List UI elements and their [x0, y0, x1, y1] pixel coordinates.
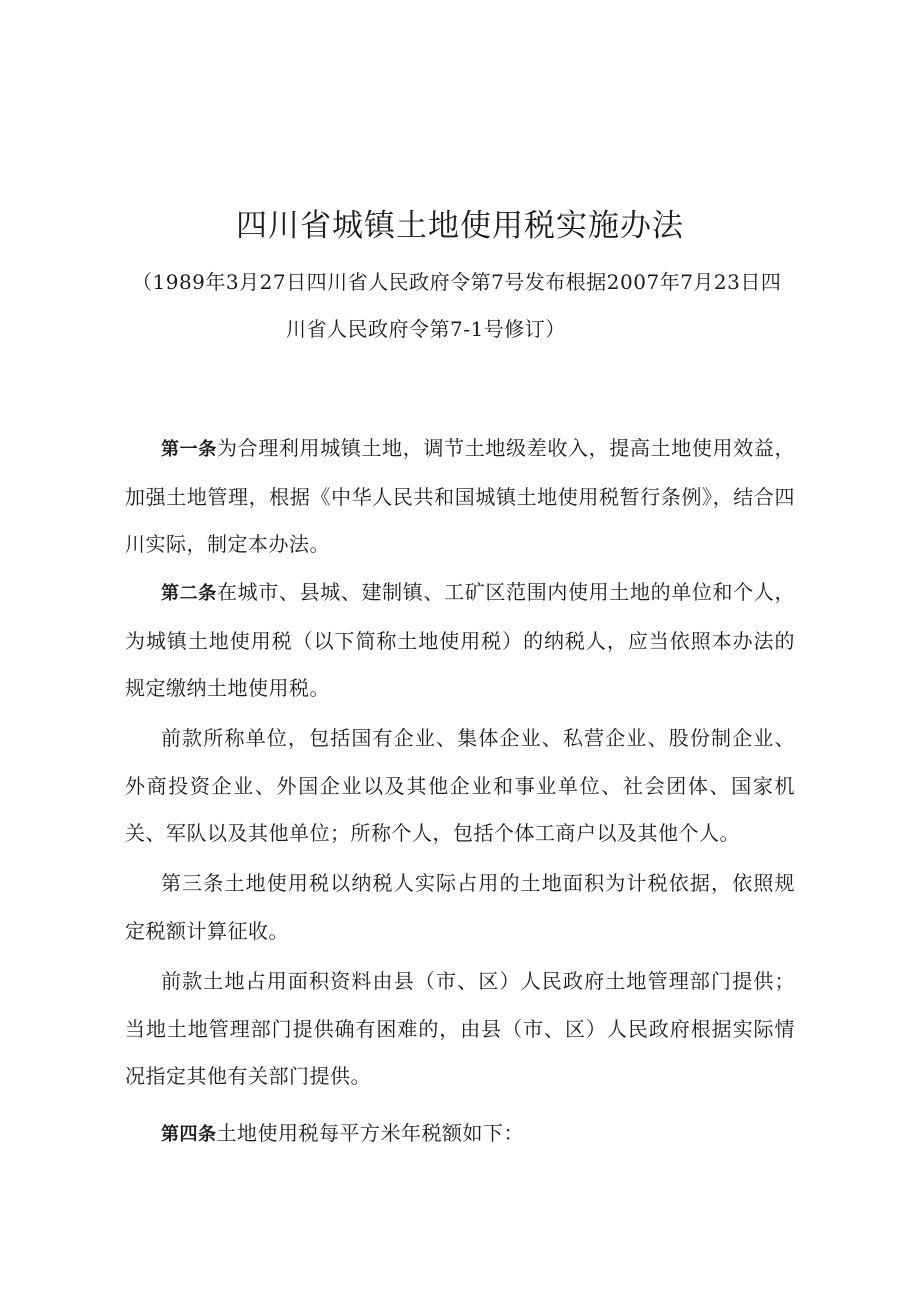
article-4-text: 土地使用税每平方米年税额如下：	[216, 1121, 524, 1145]
article-3-text: 第三条土地使用税以纳税人实际占用的土地面积为计税依据，依照规定税额计算征收。	[125, 871, 795, 943]
article-1-text: 为合理利用城镇土地，调节土地级差收入，提高土地使用效益，加强土地管理，根据《中华人民共和国城镇土地使用税暂行条例》，结合四川实际，制定本办法。	[125, 436, 796, 556]
article-3-clause-paragraph	[125, 958, 795, 1101]
document-subtitle-line-2: 川省人民政府令第7-1号修订）	[286, 317, 566, 341]
article-2-text: 在城市、县城、建制镇、工矿区范围内使用土地的单位和个人，为城镇土地使用税（以下简称土地使用税）的纳税人，应当依照本办法的规定缴纳土地使用税。	[125, 580, 796, 700]
article-2-clause-text: 前款所称单位，包括国有企业、集体企业、私营企业、股份制企业、外商投资企业、外国企业以及其他企业和事业单位、社会团体、国家机关、军队以及其他单位；所称个人，包括个体工商户以及其他个人。	[125, 726, 795, 845]
article-3-paragraph	[125, 860, 795, 955]
article-4-heading: 第四条	[161, 1124, 217, 1145]
article-1-paragraph	[125, 425, 795, 569]
article-2-clause-paragraph	[125, 715, 795, 858]
article-2-paragraph	[125, 569, 795, 713]
article-4-paragraph	[125, 1110, 795, 1159]
document-title: 四川省城镇土地使用税实施办法	[236, 208, 684, 244]
document-subtitle-line-1: （1989年3月27日四川省人民政府令第7号发布根据2007年7月23日四	[132, 270, 782, 294]
article-3-clause-text: 前款土地占用面积资料由县（市、区）人民政府土地管理部门提供；当地土地管理部门提供确有困难的，由县（市、区）人民政府根据实际情况指定其他有关部门提供。	[125, 969, 795, 1088]
article-2-heading: 第二条	[161, 583, 217, 604]
article-1-heading: 第一条	[161, 439, 217, 460]
